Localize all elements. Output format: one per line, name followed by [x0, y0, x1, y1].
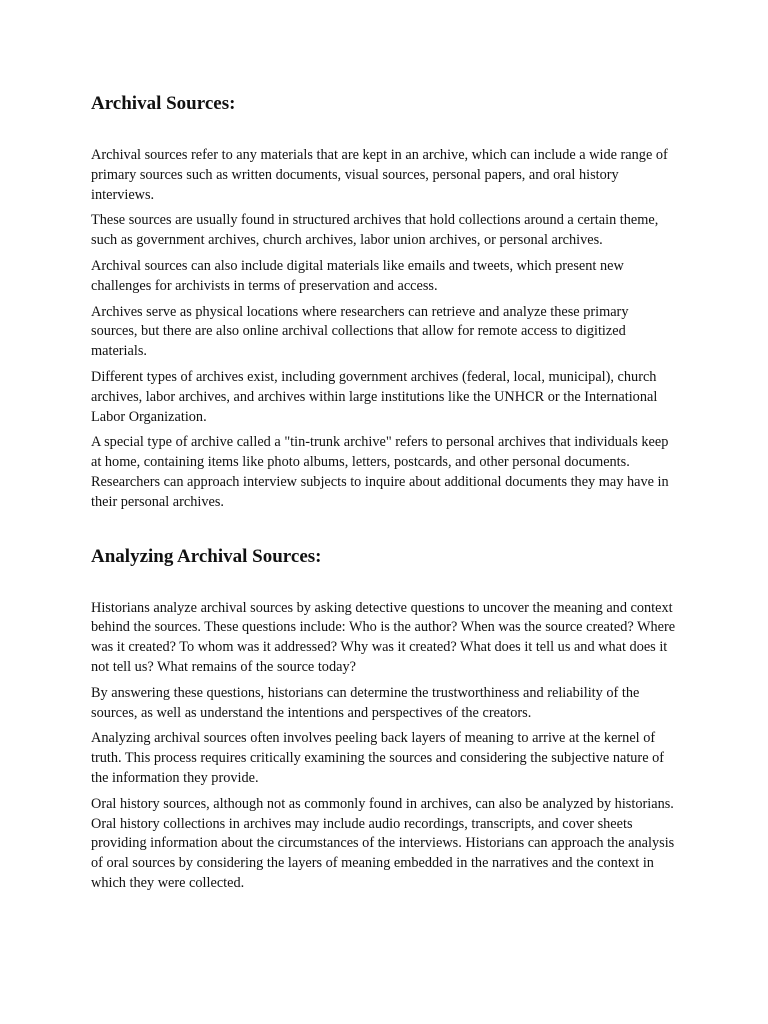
- paragraph: Different types of archives exist, including government archives (federal, local, municipal), church archives, labor archives, and archives within large institutions like the UNHCR or the International Labor Organization.: [91, 368, 658, 425]
- paragraph: Historians analyze archival sources by asking detective questions to uncover the meaning and context behind the sources. These questions include: Who is the author? When was the source created? Where was it created? To whom was it addressed? Why was it created? What does it tell us and what does it not tell us? What remains of the source today?: [91, 599, 676, 675]
- paragraph-list: [91, 599, 678, 894]
- paragraph: Analyzing archival sources often involves peeling back layers of meaning to arrive at the kernel of truth. This process requires critically examining the sources and considering the subjective nature of the information they provide.: [91, 730, 665, 786]
- paragraph: Archival sources refer to any materials that are kept in an archive, which can include a wide range of primary sources such as written documents, visual sources, personal papers, and oral history interviews.: [91, 147, 668, 203]
- paragraph: By answering these questions, historians can determine the trustworthiness and reliability of the sources, as well as understand the intentions and perspectives of the creators.: [91, 684, 640, 721]
- paragraph: Archival sources can also include digital materials like emails and tweets, which present new challenges for archivists in terms of preservation and access.: [91, 257, 624, 294]
- section-analyzing-archival-sources: [91, 545, 678, 894]
- paragraph-list: [91, 146, 678, 513]
- section-heading: Archival Sources:: [91, 93, 236, 114]
- section-heading: Analyzing Archival Sources:: [91, 545, 322, 567]
- section-archival-sources: [91, 92, 678, 513]
- paragraph: Oral history sources, although not as commonly found in archives, can also be analyzed by historians. Oral history collections in archives may include audio recordings, transcripts, and cover sheets providing information about the circumstances of the interviews. Historians can approach the analysis of oral sources by considering the layers of meaning embedded in the narratives and the context in which they were collected.: [91, 795, 675, 891]
- paragraph: These sources are usually found in structured archives that hold collections around a certain theme, such as government archives, church archives, labor union archives, or personal archives.: [91, 212, 659, 249]
- paragraph: Archives serve as physical locations where researchers can retrieve and analyze these primary sources, but there are also online archival collections that allow for remote access to digitized materials.: [91, 303, 629, 360]
- paragraph: A special type of archive called a "tin-trunk archive" refers to personal archives that individuals keep at home, containing items like photo albums, letters, postcards, and other personal documents. Researchers can approach interview subjects to inquire about additional documents they may have in their personal archives.: [91, 434, 669, 510]
